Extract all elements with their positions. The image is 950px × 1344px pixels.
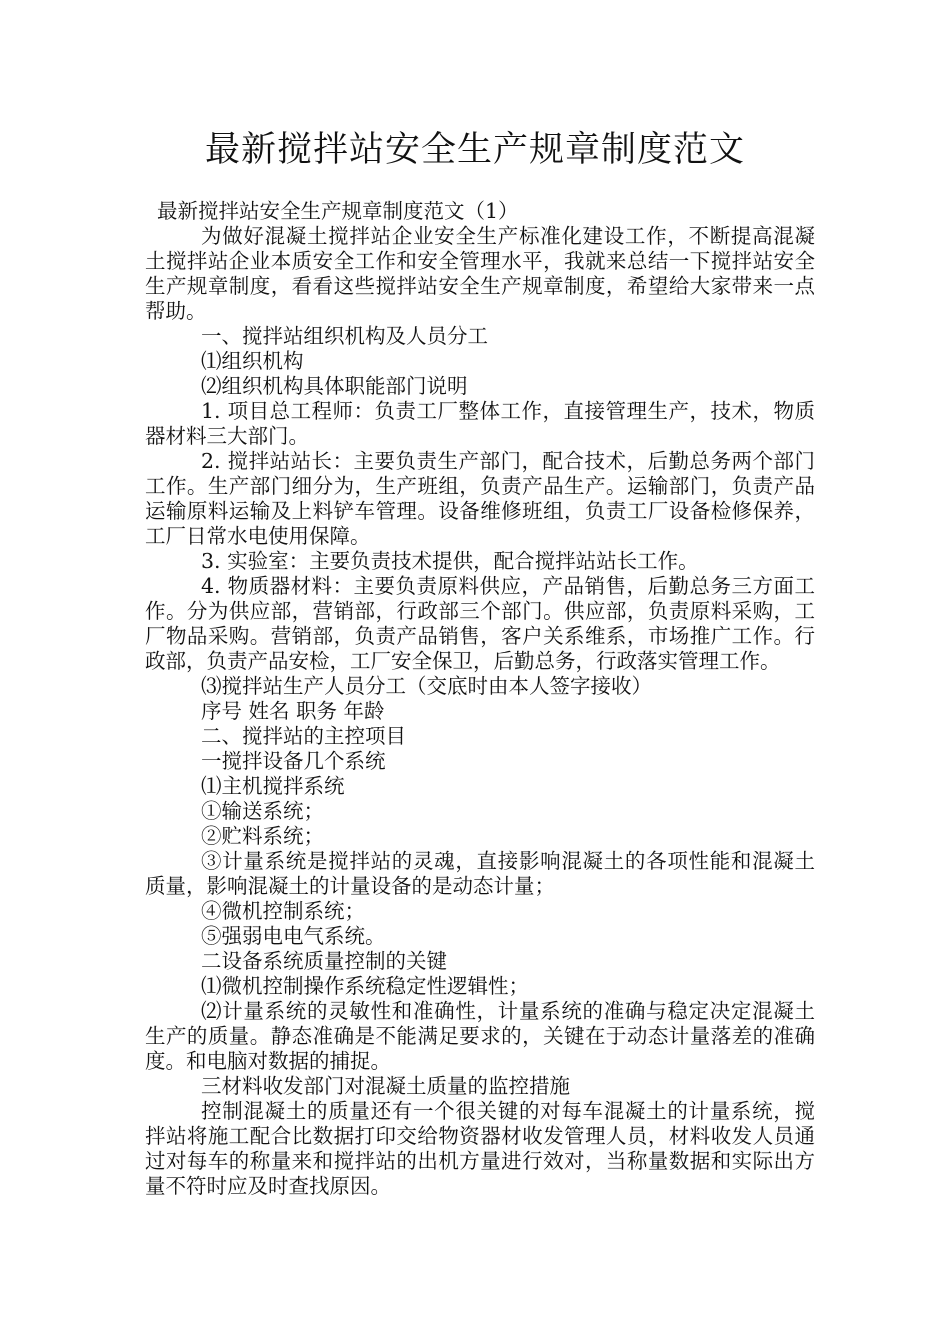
paragraph-laboratory: 3. 实验室：主要负责技术提供，配合搅拌站站长工作。	[201, 549, 699, 573]
list-item-main-mixer: ⑴主机搅拌系统	[201, 774, 345, 798]
paragraph-materials: 4. 物质器材料：主要负责原料供应，产品销售，后勤总务三方面工作。分为供应部，营销部，行政部三个部门。供应部，负责原料采购，工厂物品采购。营销部，负责产品销售，客户关系维系，市场推广工作。行政部，负责产品安检，工厂安全保卫，后勤总务，行政落实管理工作。	[145, 574, 815, 673]
list-item-conveying: ①输送系统；	[201, 799, 324, 823]
paragraph-material-monitoring: 控制混凝土的质量还有一个很关键的对每车混凝土的计量系统，搅拌站将施工配合比数据打印交给物资器材收发管理人员，材料收发人员通过对每车的称量来和搅拌站的出机方量进行效对，当称量数据和实际出方量不符时应及时查找原因。	[145, 1099, 815, 1198]
subheading-material-monitoring: 三材料收发部门对混凝土质量的监控措施	[201, 1074, 570, 1098]
staff-table-header: 序号 姓名 职务 年龄	[201, 699, 385, 723]
list-item-metering-accuracy: ⑵计量系统的灵敏性和准确性，计量系统的准确与稳定决定混凝土生产的质量。静态准确是不能满足要求的，关键在于动态计量落差的准确度。和电脑对数据的捕捉。	[145, 999, 815, 1073]
paragraph-chief-engineer: 1. 项目总工程师：负责工厂整体工作，直接管理生产，技术，物质器材料三大部门。	[145, 399, 815, 448]
list-item-department-description: ⑵组织机构具体职能部门说明	[201, 374, 468, 398]
subheading-equipment-systems: 一搅拌设备几个系统	[201, 749, 386, 773]
list-item-storage: ②贮料系统；	[201, 824, 324, 848]
section-heading-main-control: 二、搅拌站的主控项目	[201, 724, 406, 748]
section-subtitle: 最新搅拌站安全生产规章制度范文（1）	[157, 199, 519, 223]
document-title: 最新搅拌站安全生产规章制度范文	[204, 130, 745, 170]
list-item-computer-control: ④微机控制系统；	[201, 899, 365, 923]
intro-paragraph: 为做好混凝土搅拌站企业安全生产标准化建设工作，不断提高混凝土搅拌站企业本质安全工作和安全管理水平，我就来总结一下搅拌站安全生产规章制度，看看这些搅拌站安全生产规章制度，希望给大家带来一点帮助。	[145, 224, 815, 323]
section-heading-organization: 一、搅拌站组织机构及人员分工	[201, 324, 488, 348]
subheading-quality-control-key: 二设备系统质量控制的关键	[201, 949, 447, 973]
paragraph-station-manager: 2. 搅拌站站长：主要负责生产部门，配合技术，后勤总务两个部门工作。生产部门细分为，生产班组，负责产品生产。运输部门，负责产品运输原料运输及上料铲车管理。设备维修班组，负责工厂设备检修保养，工厂日常水电使用保障。	[145, 449, 815, 548]
list-item-staff-assignment: ⑶搅拌站生产人员分工（交底时由本人签字接收）	[201, 674, 652, 698]
list-item-organization: ⑴组织机构	[201, 349, 304, 373]
list-item-control-stability: ⑴微机控制操作系统稳定性逻辑性；	[201, 974, 529, 998]
list-item-electrical: ⑤强弱电电气系统。	[201, 924, 386, 948]
document-body	[145, 199, 815, 1199]
list-item-metering: ③计量系统是搅拌站的灵魂，直接影响混凝土的各项性能和混凝土质量，影响混凝土的计量设备的是动态计量；	[145, 849, 815, 898]
